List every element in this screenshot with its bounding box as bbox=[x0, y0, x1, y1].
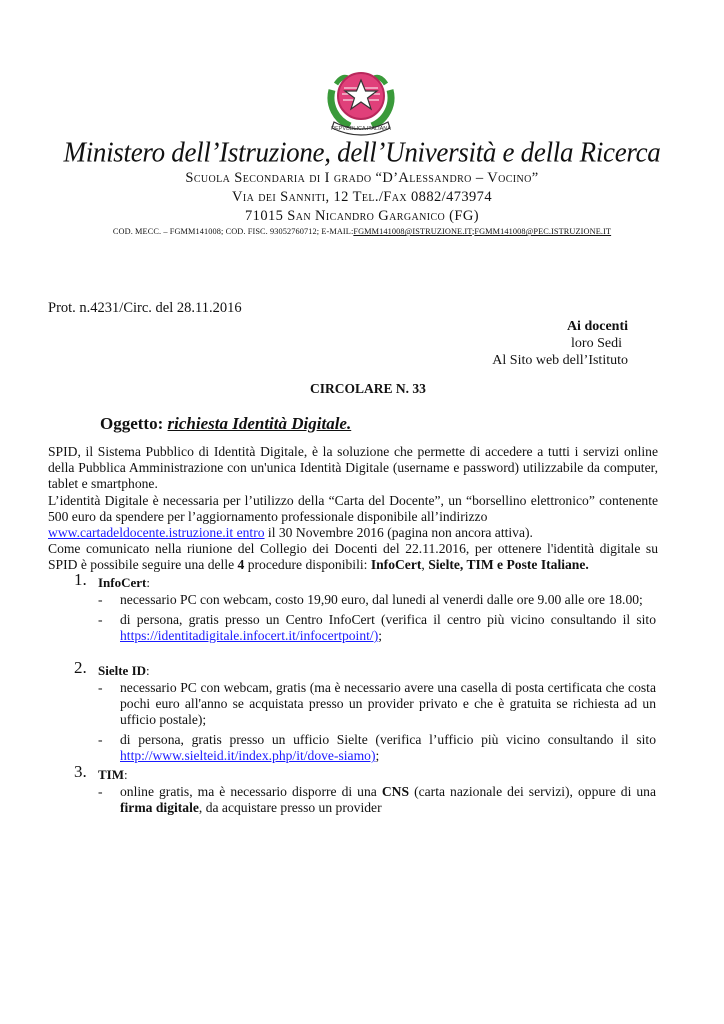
list-item-text: di persona, gratis presso un ufficio Sielte (verifica l’ufficio più vicino consultando il sito bbox=[120, 732, 656, 747]
procedure-heading bbox=[74, 572, 656, 592]
school-codes bbox=[0, 227, 724, 236]
list-item-text: (carta nazionale dei servizi), oppure di una bbox=[409, 784, 657, 799]
procedure-count: 4 bbox=[237, 557, 245, 573]
procedure-title-text: TIM bbox=[98, 767, 124, 782]
recipients-block bbox=[492, 318, 628, 369]
paragraph-procedures bbox=[48, 541, 658, 573]
firma-digitale-term: firma digitale bbox=[120, 800, 199, 815]
list-item bbox=[74, 612, 656, 644]
paragraph-text: il 30 Novembre 2016 (pagina non ancora attiva). bbox=[264, 525, 533, 541]
provider-names: Sielte, TIM e Poste Italiane. bbox=[428, 557, 589, 573]
dash-bullet-icon: - bbox=[98, 612, 103, 627]
school-city: 71015 San Nicandro Garganico (FG) bbox=[245, 208, 479, 224]
recipient-line-2: loro Sedi bbox=[571, 336, 622, 351]
procedure-number: 1. bbox=[74, 570, 87, 589]
list-item-text: di persona, gratis presso un Centro InfoCert (verifica il centro più vicino consultando il sito bbox=[120, 612, 656, 627]
italian-republic-emblem-icon bbox=[318, 60, 404, 136]
paragraph-spid: SPID, il Sistema Pubblico di Identità Digitale, è la soluzione che permette di accedere a tutti i servizi online della Pubblica Amministrazione con un'unica Identità Digitale (username e password) utilizzabile da computer, tablet e smartphone. bbox=[48, 444, 658, 492]
procedure-heading bbox=[74, 764, 656, 784]
procedure-title-text: Sielte ID bbox=[98, 663, 147, 678]
circolare-title: CIRCOLARE N. 33 bbox=[310, 381, 426, 396]
provider-name: InfoCert bbox=[370, 557, 422, 573]
svg-text:REPVBBLICA ITALIANA: REPVBBLICA ITALIANA bbox=[331, 126, 391, 132]
list-item-text: necessario PC con webcam, costo 19,90 euro, dal lunedi al venerdi dalle ore 9.00 alle ore 18.00; bbox=[120, 592, 643, 607]
procedure-title-text: InfoCert bbox=[98, 575, 147, 590]
body-text bbox=[48, 444, 658, 574]
dash-bullet-icon: - bbox=[98, 732, 103, 747]
procedure-title bbox=[98, 575, 150, 591]
email-separator: ; bbox=[471, 227, 475, 236]
colon: : bbox=[146, 575, 151, 590]
procedure-number: 2. bbox=[74, 658, 87, 677]
school-name: Scuola Secondaria di I grado “D’Alessandro – Vocino” bbox=[185, 170, 539, 186]
ministry-title: Ministero dell’Istruzione, dell’Università e della Ricerca bbox=[63, 136, 661, 168]
list-item-text: online gratis, ma è necessario disporre di una bbox=[120, 784, 382, 799]
dash-bullet-icon: - bbox=[98, 784, 103, 799]
list-item-text: ; bbox=[378, 628, 382, 643]
procedure-number: 3. bbox=[74, 762, 87, 781]
list-item bbox=[74, 680, 656, 728]
procedure-heading bbox=[74, 660, 656, 680]
dash-bullet-icon: - bbox=[98, 592, 103, 607]
list-item bbox=[74, 592, 656, 608]
list-item bbox=[74, 784, 656, 816]
list-item-text: , da acquistare presso un provider bbox=[198, 800, 382, 815]
carta-docente-link[interactable]: www.cartadeldocente.istruzione.it entro bbox=[48, 525, 265, 541]
cns-term: CNS bbox=[381, 784, 410, 799]
email-link-1[interactable]: FGMM141008@ISTRUZIONE.IT bbox=[353, 227, 472, 236]
infocert-link[interactable]: https://identitadigitale.infocert.it/infocertpoint/) bbox=[120, 628, 379, 643]
list-item-text: necessario PC con webcam, gratis (ma è necessario avere una casella di posta certificata che costa pochi euro all'anno se acquistata presso un provider privato e che è gratuita se richiesta ad un ufficio postale); bbox=[120, 680, 656, 727]
procedure-infocert bbox=[74, 572, 656, 648]
protocol-number: Prot. n.4231/Circ. del 28.11.2016 bbox=[48, 300, 242, 316]
colon: : bbox=[124, 767, 128, 782]
procedure-title bbox=[98, 663, 150, 679]
codes-text: COD. MECC. – FGMM141008; COD. FISC. 93052760712; E-MAIL: bbox=[112, 227, 354, 236]
email-link-2[interactable]: FGMM141008@PEC.ISTRUZIONE.IT bbox=[474, 227, 612, 236]
recipient-line-3: Al Sito web dell’Istituto bbox=[492, 353, 628, 368]
subject-text: richiesta Identità Digitale. bbox=[167, 414, 352, 433]
procedure-sielte bbox=[74, 660, 656, 768]
list-item bbox=[74, 732, 656, 764]
paragraph-text: L’identità Digitale è necessaria per l’utilizzo della “Carta del Docente”, un “borsellino elettronico” contenente 500 euro da spendere per l’aggiornamento professionale disponibile all’indirizzo bbox=[48, 492, 658, 524]
sielte-link[interactable]: http://www.sielteid.it/index.php/it/dove-siamo) bbox=[120, 748, 376, 763]
subject-label: Oggetto: bbox=[100, 414, 164, 433]
paragraph-text: , bbox=[421, 557, 429, 573]
paragraph-carta-docente bbox=[48, 493, 658, 542]
dash-bullet-icon: - bbox=[98, 680, 103, 695]
recipient-line-1: Ai docenti bbox=[566, 319, 628, 334]
list-item-text: ; bbox=[375, 748, 380, 763]
paragraph-text: procedure disponibili: bbox=[244, 557, 371, 573]
procedure-tim bbox=[74, 764, 656, 820]
procedure-title bbox=[98, 767, 128, 783]
subject-line bbox=[100, 414, 351, 434]
school-address: Via dei Sanniti, 12 Tel./Fax 0882/473974 bbox=[232, 189, 492, 205]
colon: : bbox=[146, 663, 150, 678]
paragraph-text: Come comunicato nella riunione del Collegio dei Docenti del 22.11.2016, per ottenere l'identità digitale su SPID è possibile seguire una delle bbox=[48, 541, 658, 573]
